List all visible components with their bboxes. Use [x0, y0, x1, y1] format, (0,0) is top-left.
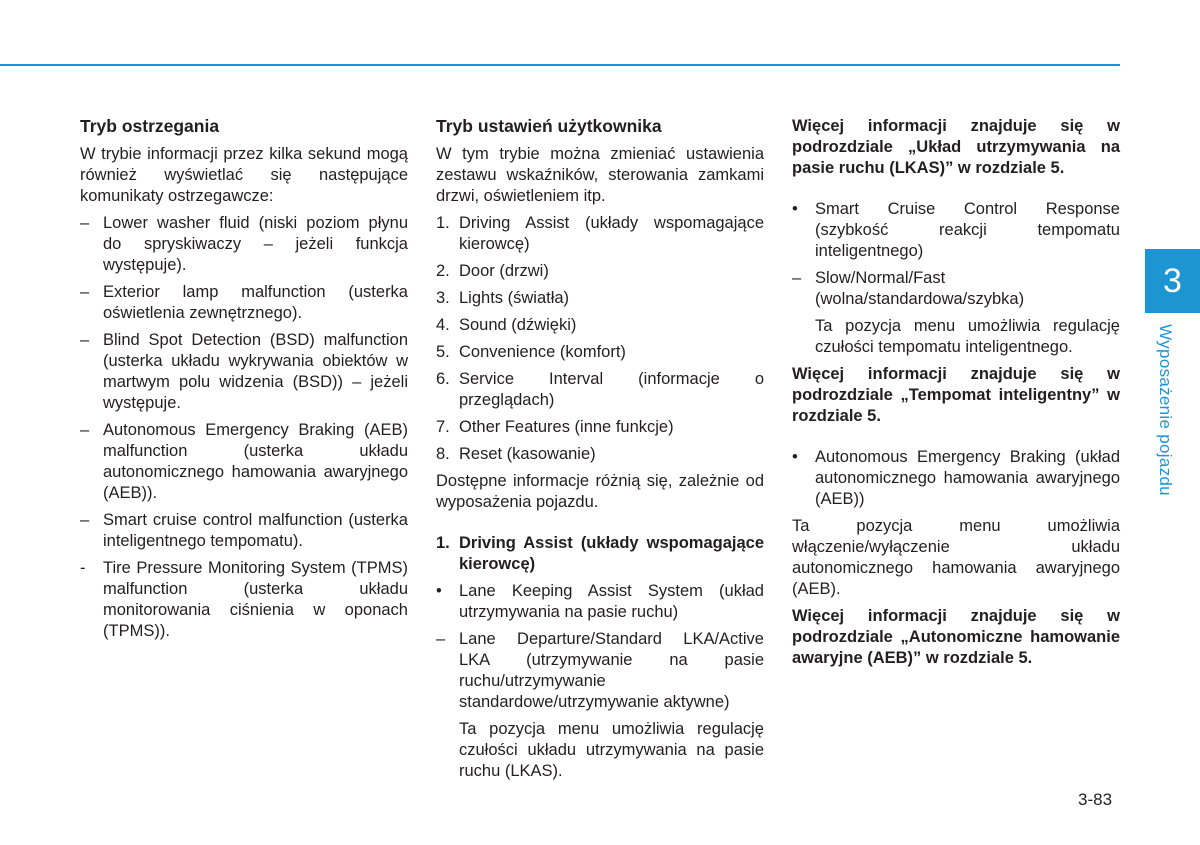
list-item [436, 342, 764, 363]
list-text: Lane Keeping Assist System (układ utrzymywania na pasie ruchu) [459, 582, 764, 621]
bullet-item [436, 581, 764, 623]
paragraph: W trybie informacji przez kilka sekund mogą również wyświetlać się następujące komunikaty ostrzegawcze: [80, 145, 408, 205]
bullet-marker: • [792, 448, 798, 466]
list-marker: – [436, 630, 446, 648]
list-marker: 1. [436, 214, 450, 232]
section-heading: Tryb ustawień użytkownika [436, 116, 662, 136]
list-item [80, 558, 408, 642]
list-text: Tire Pressure Monitoring System (TPMS) malfunction (usterka układu monitorowania ciśnienia w oponach (TPMS)). [103, 559, 408, 640]
list-marker: 2. [436, 262, 450, 280]
paragraph: W tym trybie można zmieniać ustawienia zestawu wskaźników, sterowania zamkami drzwi, oświetleniem itp. [436, 145, 764, 205]
list-text: Driving Assist (układy wspomagające kierowcę) [459, 534, 764, 573]
list-item [80, 282, 408, 324]
list-item [80, 510, 408, 552]
list-marker: 1. [436, 534, 450, 552]
list-text: Lane Departure/Standard LKA/Active LKA (utrzymywanie na pasie ruchu/utrzymywanie standardowe/utrzymywanie aktywne) [459, 630, 764, 711]
list-item [792, 268, 1120, 310]
list-text: Lights (światła) [459, 289, 570, 307]
list-marker: – [80, 331, 90, 349]
list-text: Autonomous Emergency Braking (AEB) malfunction (usterka układu autonomicznego hamowania awaryjnego (AEB)). [103, 421, 408, 502]
list-item [436, 315, 764, 336]
chapter-title: Wyposażenie pojazdu [1156, 324, 1175, 496]
subsection-heading [436, 533, 764, 575]
list-marker: – [80, 283, 90, 301]
list-marker: 8. [436, 445, 450, 463]
list-item [80, 420, 408, 504]
indented-paragraph: Ta pozycja menu umożliwia regulację czułości układu utrzymywania na pasie ruchu (LKAS). [459, 720, 764, 780]
list-marker: – [80, 511, 90, 529]
list-marker: 6. [436, 370, 450, 388]
list-text: Lower washer fluid (niski poziom płynu do spryskiwaczy – jeżeli funkcja występuje). [103, 214, 408, 274]
chapter-tab: 3 [1145, 249, 1200, 313]
list-item [80, 330, 408, 414]
list-text: Blind Spot Detection (BSD) malfunction (usterka układu wykrywania obiektów w martwym polu widzenia (BSD)) – jeżeli występuje. [103, 331, 408, 412]
list-item [80, 213, 408, 276]
list-text: Driving Assist (układy wspomagające kierowcę) [459, 214, 764, 253]
list-item [436, 213, 764, 255]
list-text: Smart cruise control malfunction (usterka inteligentnego tempomatu). [103, 511, 408, 550]
list-text: Reset (kasowanie) [459, 445, 596, 463]
list-text: Slow/Normal/Fast (wolna/standardowa/szybka) [815, 269, 1025, 308]
list-item [436, 261, 764, 282]
reference-note: Więcej informacji znajduje się w podrozdziale „Autonomiczne hamowanie awaryjne (AEB)” w rozdziale 5. [792, 607, 1120, 667]
paragraph: Dostępne informacje różnią się, zależnie od wyposażenia pojazdu. [436, 472, 764, 511]
reference-note: Więcej informacji znajduje się w podrozdziale „Układ utrzymywania na pasie ruchu (LKAS)” w rozdziale 5. [792, 117, 1120, 177]
indented-paragraph: Ta pozycja menu umożliwia regulację czułości tempomatu inteligentnego. [815, 317, 1120, 356]
list-text: Door (drzwi) [459, 262, 549, 280]
header-rule [0, 64, 1120, 66]
list-item [436, 629, 764, 713]
page-number: 3-83 [1078, 790, 1113, 809]
list-text: Convenience (komfort) [459, 343, 626, 361]
reference-note: Więcej informacji znajduje się w podrozdziale „Tempomat inteligentny” w rozdziale 5. [792, 365, 1120, 425]
list-text: Service Interval (informacje o przeglądach) [459, 370, 764, 409]
list-text: Other Features (inne funkcje) [459, 418, 674, 436]
list-marker: 5. [436, 343, 450, 361]
list-marker: 4. [436, 316, 450, 334]
list-item [436, 444, 764, 465]
list-marker: 7. [436, 418, 450, 436]
list-item [436, 288, 764, 309]
list-text: Exterior lamp malfunction (usterka oświetlenia zewnętrznego). [103, 283, 408, 322]
section-heading: Tryb ostrzegania [80, 116, 220, 136]
list-text: Autonomous Emergency Braking (układ autonomicznego hamowania awaryjnego (AEB)) [815, 448, 1120, 508]
list-item [436, 417, 764, 438]
list-marker: 3. [436, 289, 450, 307]
list-marker: - [80, 559, 86, 577]
bullet-marker: • [436, 582, 442, 600]
bullet-item [792, 199, 1120, 262]
list-marker: – [80, 421, 90, 439]
list-marker: – [80, 214, 90, 232]
list-text: Smart Cruise Control Response (szybkość reakcji tempomatu inteligentnego) [815, 200, 1120, 260]
column-user-settings-mode [436, 116, 764, 788]
paragraph: Ta pozycja menu umożliwia włączenie/wyłączenie układu autonomicznego hamowania awaryjnego (AEB). [792, 517, 1120, 598]
list-marker: – [792, 269, 802, 287]
bullet-item [792, 447, 1120, 510]
list-item [436, 369, 764, 411]
list-text: Sound (dźwięki) [459, 316, 577, 334]
column-warning-mode [80, 116, 408, 648]
column-continued [792, 116, 1120, 675]
bullet-marker: • [792, 200, 798, 218]
